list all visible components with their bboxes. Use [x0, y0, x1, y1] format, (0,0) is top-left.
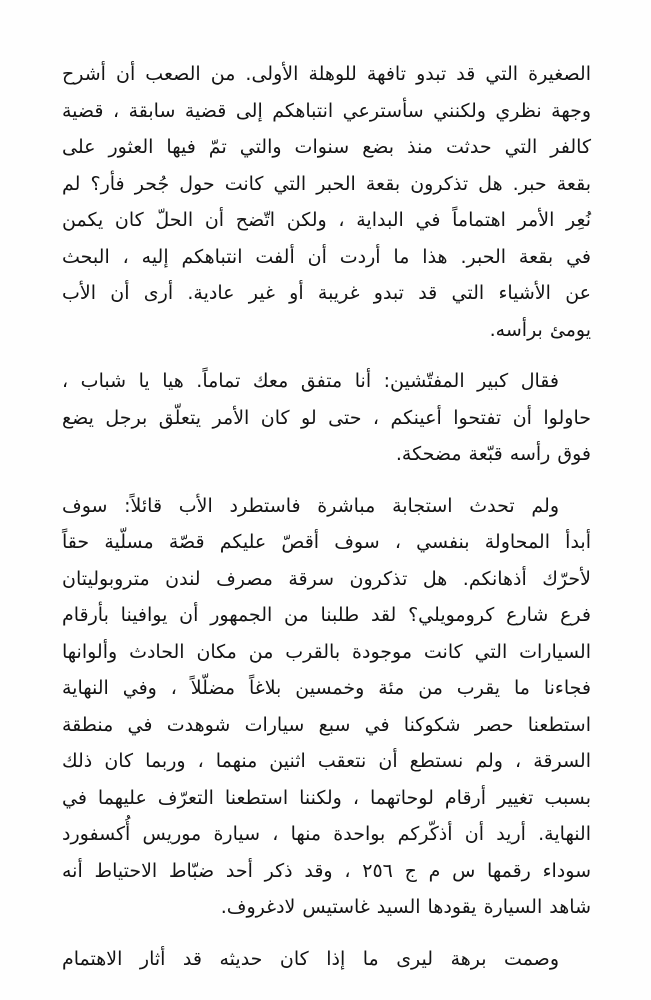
paragraph-1: [62, 56, 591, 348]
text-line: فرع شارع كرومويلي؟ لقد طلبنا من الجمهور أن يوافينا بأرقام: [62, 604, 591, 626]
text-line: يومئ برأسه.: [489, 318, 591, 341]
text-line: فجاءنا ما يقرب من مئة وخمسين بلاغاً مضلّلاً ، وفي النهاية: [62, 677, 591, 699]
paragraph-3: [62, 488, 591, 926]
text-line: استطعنا حصر شكوكنا في سبع سيارات شوهدت في منطقة: [62, 713, 591, 736]
text-block: [62, 56, 591, 977]
text-line: النهاية. أريد أن أذكّركم بواحدة منها ، سيارة موريس أُكسفورد: [62, 823, 591, 845]
text-line: بسبب تغيير أرقام لوحاتهما ، ولكننا استطعنا التعرّف عليهما في: [62, 786, 591, 809]
paragraph-4: [62, 941, 591, 978]
paragraph-2: [62, 363, 591, 473]
text-line: حاولوا أن تفتحوا أعينكم ، حتى لو كان الأمر يتعلّق برجل يضع: [62, 406, 591, 429]
text-line: أبدأ المحاولة بنفسي ، سوف أقصّ عليكم قصّة مسلّية حقاً: [62, 531, 591, 553]
text-line: وجهة نظري ولكنني سأسترعي انتباهكم إلى قضية سابقة ، قضية: [62, 99, 591, 122]
text-line: كالفر التي حدثت منذ بضع سنوات والتي تمّ فيها العثور على: [62, 136, 591, 158]
text-line: وصمت برهة ليرى ما إذا كان حديثه قد أثار الاهتمام: [62, 947, 559, 970]
text-line: السيارات التي كانت موجودة بالقرب من مكان الحادث وألوانها: [62, 640, 591, 663]
text-line: عن الأشياء التي قد تبدو غريبة أو غير عادية. أرى أن الأب: [62, 282, 591, 304]
text-line: لأحرّك أذهانكم. هل تذكرون سرقة مصرف لندن متروبوليتان: [62, 567, 591, 590]
text-line: شاهد السيارة يقودها السيد غاستيس لادغروف.: [220, 896, 591, 918]
text-line: نُعِر الأمر اهتماماً في البداية ، ولكن اتّضح أن الحلّ كان يكمن: [62, 209, 591, 231]
text-line: فقال كبير المفتّشين: أنا متفق معك تماماً. هيا يا شباب ،: [62, 370, 559, 392]
text-line: في بقعة الحبر. هذا ما أردت أن ألفت انتباهكم إليه ، البحث: [62, 245, 591, 268]
text-line: فوق رأسه قبّعة مضحكة.: [395, 443, 591, 465]
text-line: سوداء رقمها س م ج ٢٥٦ ، وقد ذكر أحد ضبّاط الاحتياط أنه: [62, 859, 591, 882]
text-line: الصغيرة التي قد تبدو تافهة للوهلة الأولى. من الصعب أن أشرح: [62, 63, 591, 85]
text-line: السرقة ، ولم نستطع أن نتعقب اثنين منهما ، وربما كان ذلك: [62, 750, 591, 772]
text-line: ولم تحدث استجابة مباشرة فاستطرد الأب قائلاً: سوف: [62, 494, 559, 517]
text-line: بقعة حبر. هل تذكرون بقعة الحبر التي كانت حول جُحر فأر؟ لم: [62, 172, 591, 195]
